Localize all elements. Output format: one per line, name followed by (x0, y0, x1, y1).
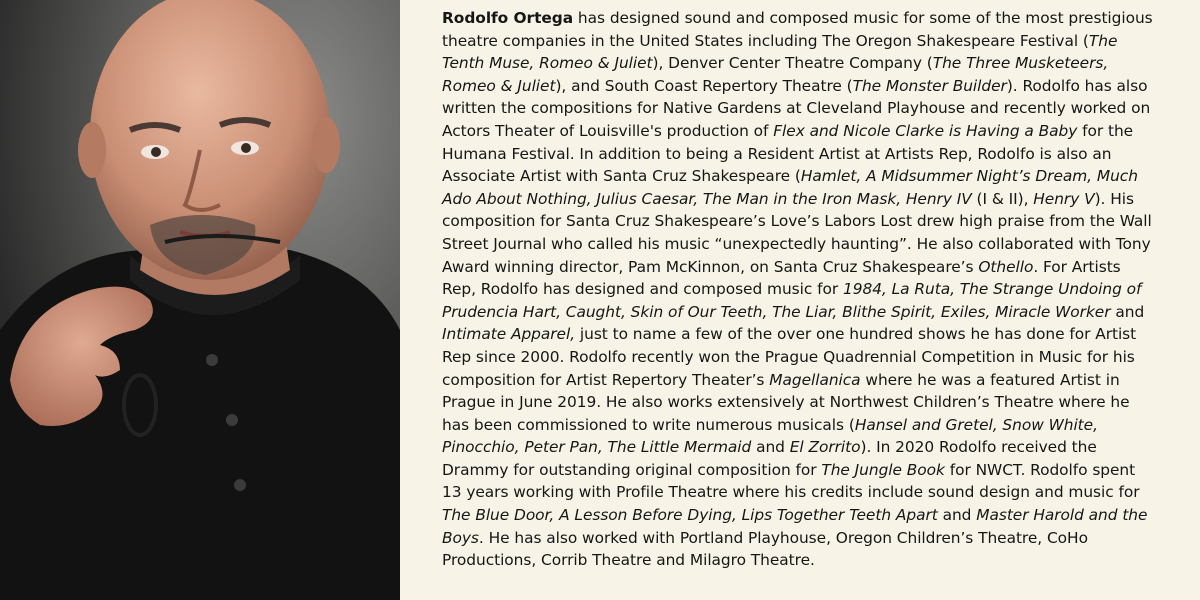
bio-title-italic: 1984, La Ruta, The Strange Undoing of Prudencia Hart, Caught, Skin of Our Teeth, The Liar, Blithe Spirit, Exiles, Miracle Worker (442, 280, 1142, 321)
bio-text-segment: . For Artists Rep, Rodolfo has designed and composed music for (442, 257, 1121, 299)
bio-title-italic: Flex and Nicole Clarke is Having a Baby (773, 121, 1078, 140)
bio-text-segment: ). Rodolfo has also written the compositions for Native Gardens at Cleveland Playhouse and recently worked on Actors Theater of Louisville's production of (442, 76, 1151, 140)
bio-text-segment: ). In 2020 Rodolfo received the Drammy for outstanding original composition for (442, 438, 1097, 479)
bio-title-italic: Othello (978, 257, 1034, 276)
bio-text-segment: has designed sound and composed music for some of the most prestigious theatre companies in the United States including The Oregon Shakespeare Festival ( (442, 9, 1153, 50)
bio-title-italic: Master Harold and the Boys (442, 506, 1148, 547)
bio-text-segment: just to name a few of the over one hundred shows he has done for Artist Rep since 2000. Rodolfo recently won the Prague Quadrennial Competition in Music for his composition for Artist Repertory Theater’s (442, 325, 1137, 389)
bio-text-segment: for NWCT. Rodolfo spent 13 years working with Profile Theatre where his credits include sound design and music for (442, 460, 1140, 502)
bio-title-italic: Magellanica (769, 370, 861, 389)
bio-text-segment: for the Humana Festival. In addition to being a Resident Artist at Artists Rep, Rodolfo is also an Associate Artist with Santa Cruz Shakespeare ( (442, 121, 1134, 186)
bio-title-italic: Henry V (1033, 189, 1095, 208)
bio-text-segment: ), and South Coast Repertory Theatre ( (555, 76, 853, 95)
bio-title-italic: The Blue Door, A Lesson Before Dying, Lips Together Teeth Apart (442, 506, 938, 525)
bio-title-italic: Intimate Apparel, (442, 325, 576, 344)
bio-text-segment: and (751, 438, 790, 457)
portrait-photo (0, 0, 400, 600)
bio-text-segment: and (937, 506, 977, 525)
bio-title-italic: The Monster Builder (852, 76, 1007, 95)
bio-title-italic: El Zorrito (789, 438, 861, 457)
bio-title-italic: Hamlet, A Midsummer Night’s Dream, Much Ado About Nothing, Julius Caesar, The Man in the Iron Mask, Henry IV (442, 167, 1138, 208)
bio-text-segment: . He has also worked with Portland Playhouse, Oregon Children’s Theatre, CoHo Productions, Corrib Theatre and Milagro Theatre. (442, 528, 1088, 570)
bio-name: Rodolfo Ortega (442, 9, 574, 27)
portrait-illustration (0, 0, 400, 600)
bio-title-italic: The Jungle Book (821, 460, 945, 479)
bio-title-italic: The Three Musketeers, Romeo & Juliet (442, 54, 1109, 95)
bio-text (442, 7, 1154, 572)
bio-text-segment: ), Denver Center Theatre Company ( (652, 54, 933, 73)
bio-text-segment: where he was a featured Artist in Prague in June 2019. He also works extensively at Northwest Children’s Theatre where he has been commissioned to write numerous musicals ( (442, 370, 1130, 434)
bio-title-italic: Hansel and Gretel, Snow White, Pinocchio, Peter Pan, The Little Mermaid (442, 415, 1098, 457)
bio-text-segment: (I & II), (971, 189, 1034, 208)
bio-title-italic: The Tenth Muse, Romeo & Juliet (442, 31, 1118, 73)
bio-text-segment: ). His composition for Santa Cruz Shakespeare’s Love’s Labors Lost drew high praise from the Wall Street Journal who called his music “unexpectedly haunting”. He also collaborated with Tony Award winning director, Pam McKinnon, on Santa Cruz Shakespeare’s (442, 189, 1152, 276)
bio-body (442, 9, 1153, 569)
bio-text-segment: and (1110, 302, 1145, 321)
